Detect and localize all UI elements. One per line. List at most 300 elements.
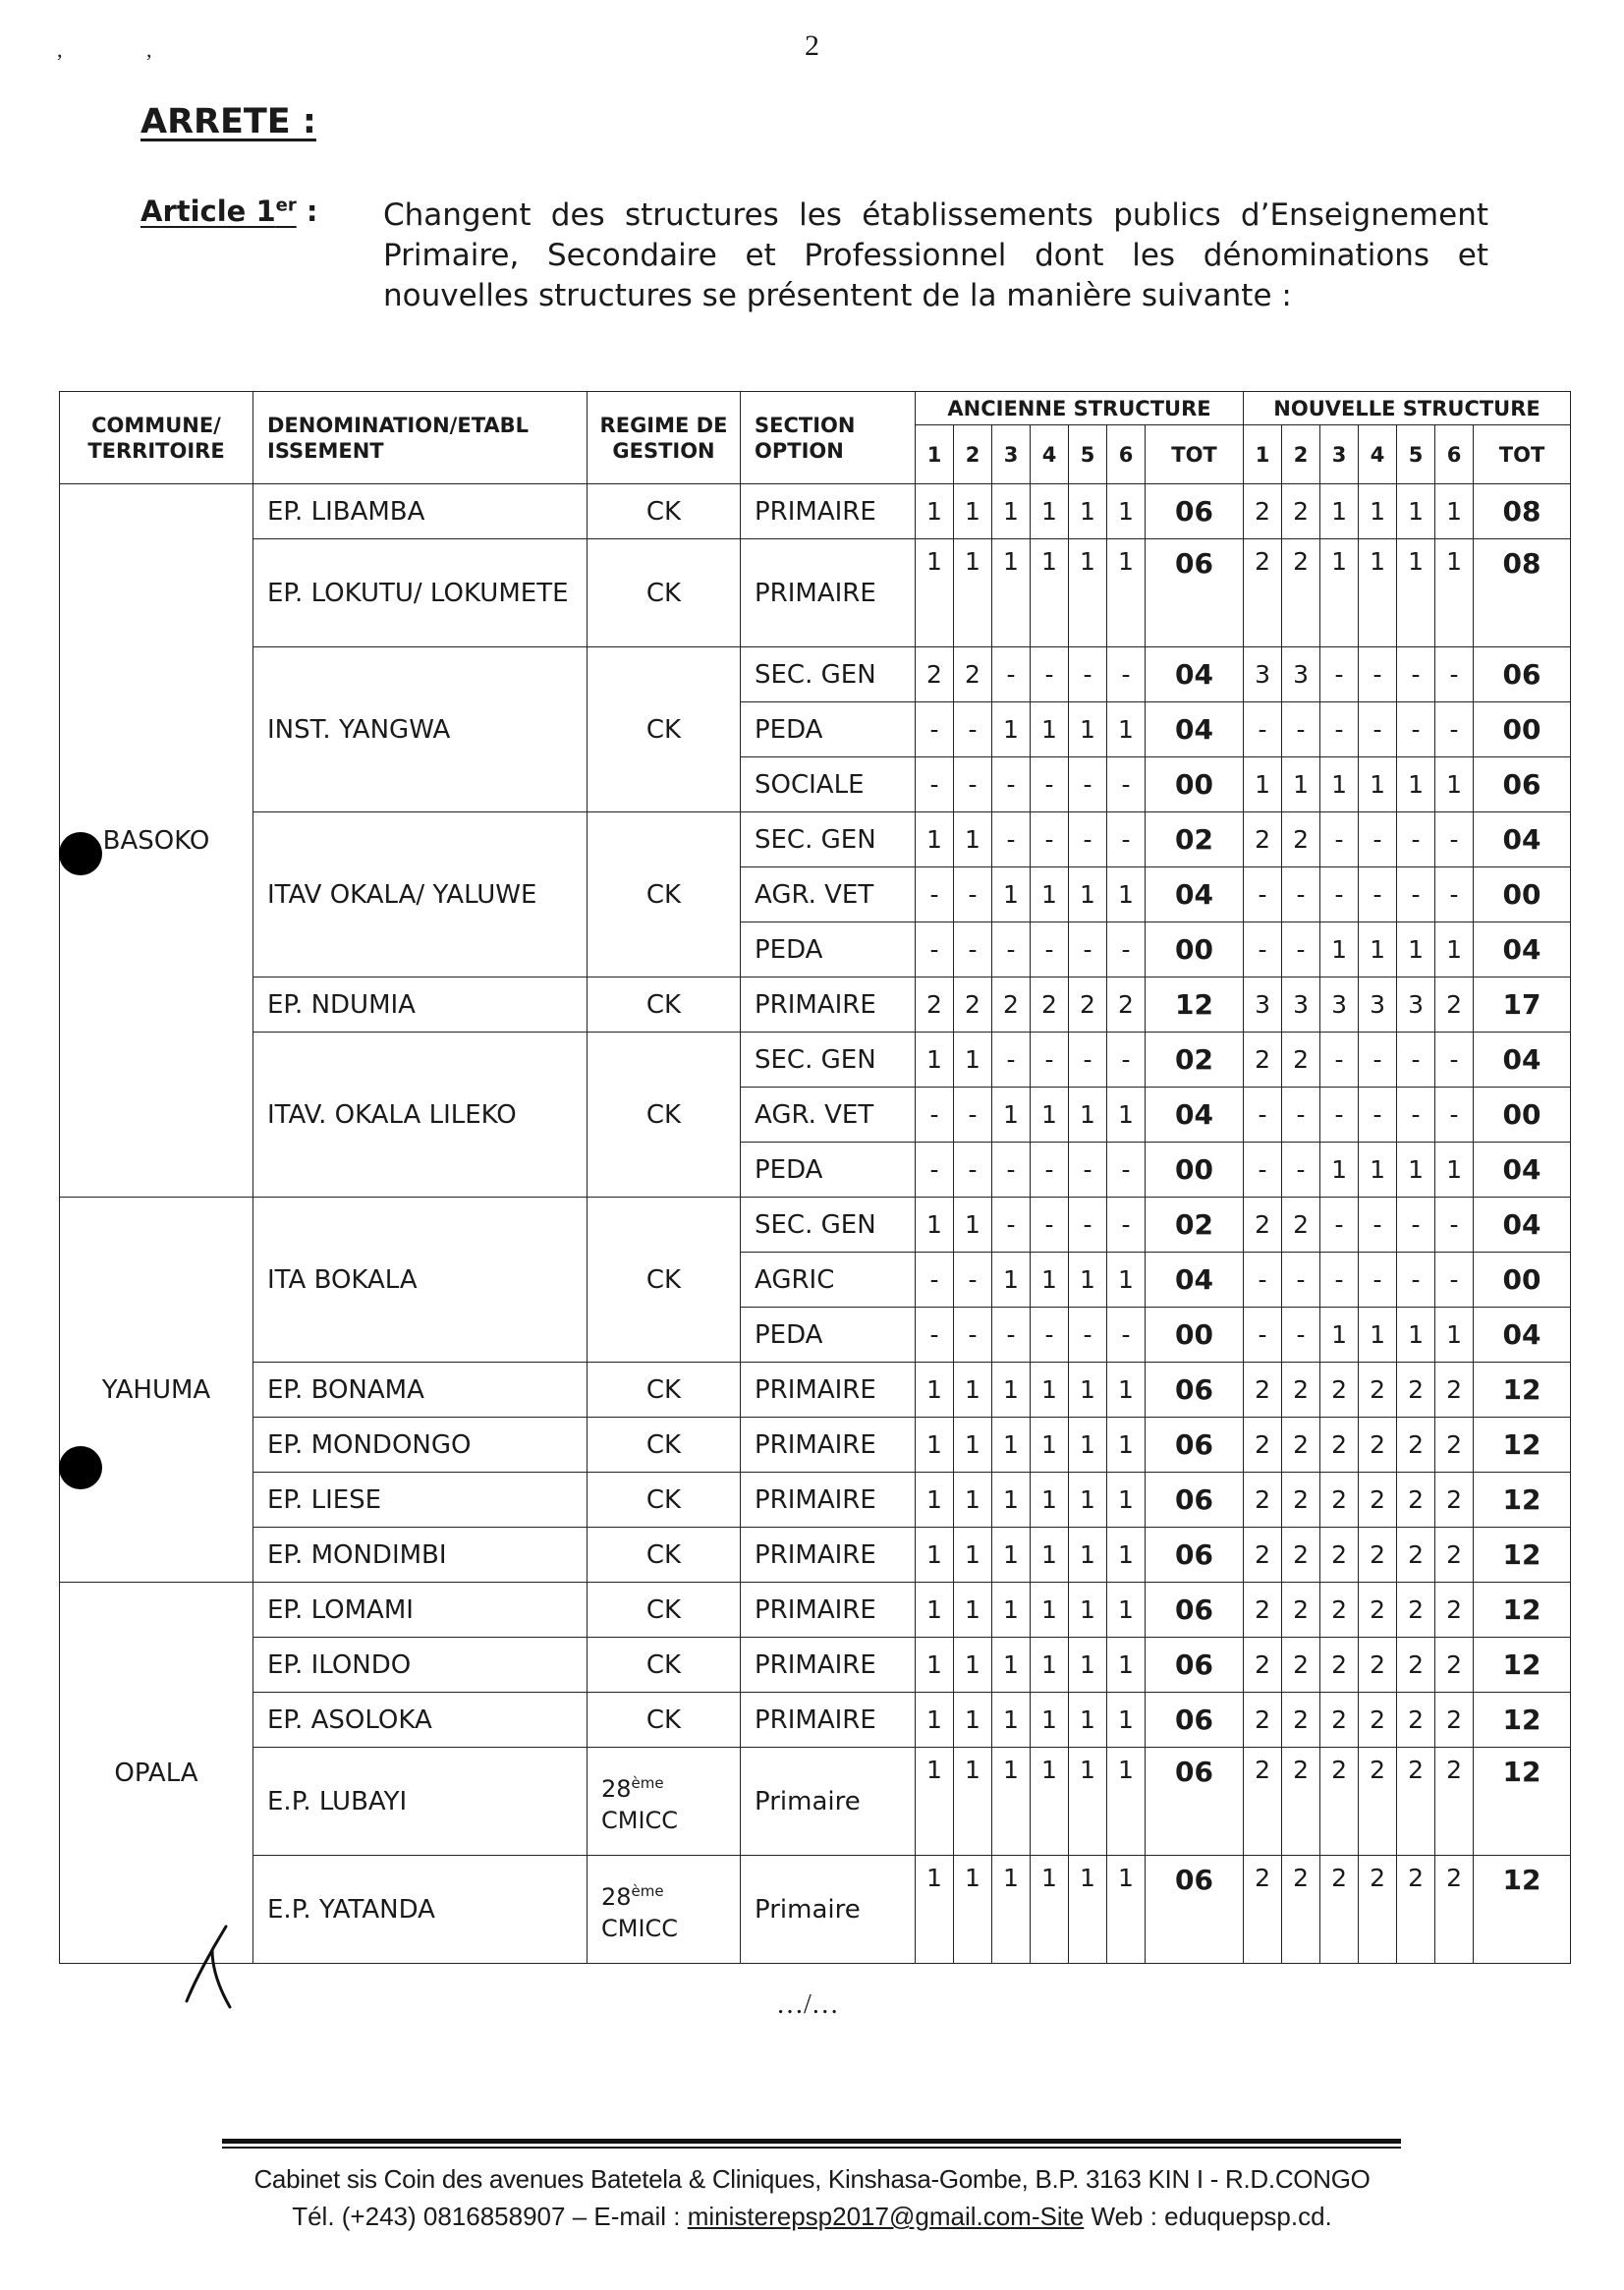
- new-level-cell: 2: [1244, 1638, 1282, 1693]
- old-level-cell: 1: [1069, 1856, 1107, 1964]
- new-level-cell: 2: [1244, 539, 1282, 647]
- new-level-cell: 2: [1359, 1473, 1397, 1528]
- new-level-cell: -: [1435, 1033, 1474, 1088]
- old-level-cell: 1: [992, 1856, 1031, 1964]
- old-level-cell: -: [992, 1198, 1031, 1253]
- old-total-cell: 06: [1146, 1363, 1244, 1418]
- new-level-cell: 2: [1397, 1748, 1435, 1856]
- regime-cell: CK: [588, 977, 741, 1033]
- section-option-cell: Primaire: [741, 1856, 916, 1964]
- header-col: 1: [1244, 425, 1282, 484]
- old-level-cell: 1: [954, 539, 992, 647]
- new-level-cell: 1: [1397, 1308, 1435, 1363]
- new-level-cell: 2: [1244, 1693, 1282, 1748]
- new-level-cell: 3: [1397, 977, 1435, 1033]
- new-level-cell: -: [1397, 647, 1435, 702]
- old-level-cell: -: [1031, 922, 1069, 977]
- old-level-cell: 1: [954, 1528, 992, 1583]
- new-level-cell: 1: [1320, 1143, 1359, 1198]
- new-level-cell: 1: [1435, 484, 1474, 539]
- establishment-name: ITAV. OKALA LILEKO: [253, 1033, 588, 1198]
- new-level-cell: -: [1282, 922, 1320, 977]
- new-level-cell: 2: [1359, 1528, 1397, 1583]
- old-level-cell: 1: [1107, 1253, 1146, 1308]
- regime-sup: ème: [631, 1881, 664, 1900]
- section-option-cell: SEC. GEN: [741, 647, 916, 702]
- new-level-cell: 2: [1435, 1748, 1474, 1856]
- old-level-cell: 2: [916, 977, 954, 1033]
- new-level-cell: 1: [1359, 922, 1397, 977]
- new-level-cell: 2: [1397, 1418, 1435, 1473]
- new-level-cell: 2: [1320, 1583, 1359, 1638]
- old-level-cell: 1: [916, 1418, 954, 1473]
- new-level-cell: -: [1397, 1033, 1435, 1088]
- table-header: [60, 392, 1571, 484]
- footer-email-link[interactable]: ministerepsp2017@gmail.com-Site: [687, 2202, 1085, 2231]
- new-level-cell: 2: [1397, 1638, 1435, 1693]
- regime-number: 28: [601, 1774, 632, 1803]
- section-option-cell: AGR. VET: [741, 867, 916, 922]
- section-option-cell: SOCIALE: [741, 757, 916, 812]
- table-row: [60, 1638, 1571, 1693]
- old-level-cell: 1: [1069, 1473, 1107, 1528]
- new-total-cell: 12: [1474, 1473, 1571, 1528]
- new-level-cell: 2: [1282, 1638, 1320, 1693]
- new-level-cell: -: [1359, 1198, 1397, 1253]
- old-level-cell: 1: [916, 484, 954, 539]
- new-level-cell: 3: [1244, 977, 1282, 1033]
- old-level-cell: 1: [1031, 1583, 1069, 1638]
- new-total-cell: 04: [1474, 1033, 1571, 1088]
- new-level-cell: 2: [1282, 1363, 1320, 1418]
- new-level-cell: 2: [1282, 1856, 1320, 1964]
- new-level-cell: 2: [1435, 1856, 1474, 1964]
- new-level-cell: 2: [1320, 1363, 1359, 1418]
- old-level-cell: 1: [992, 1638, 1031, 1693]
- new-level-cell: 2: [1320, 1638, 1359, 1693]
- new-level-cell: 2: [1282, 1528, 1320, 1583]
- new-level-cell: 2: [1282, 1583, 1320, 1638]
- table-body: [60, 484, 1571, 1964]
- old-level-cell: 1: [916, 812, 954, 867]
- old-level-cell: -: [992, 812, 1031, 867]
- regime-number: 28: [601, 1882, 632, 1911]
- new-level-cell: 1: [1397, 484, 1435, 539]
- new-level-cell: 2: [1320, 1748, 1359, 1856]
- old-level-cell: -: [916, 1308, 954, 1363]
- old-level-cell: 2: [954, 977, 992, 1033]
- old-level-cell: -: [1107, 1198, 1146, 1253]
- old-level-cell: 1: [916, 1583, 954, 1638]
- new-level-cell: 2: [1397, 1583, 1435, 1638]
- old-level-cell: 1: [916, 1033, 954, 1088]
- old-level-cell: 1: [954, 1198, 992, 1253]
- new-level-cell: 1: [1359, 539, 1397, 647]
- new-level-cell: 2: [1320, 1418, 1359, 1473]
- old-level-cell: 1: [1069, 1253, 1107, 1308]
- section-option-cell: AGR. VET: [741, 1088, 916, 1143]
- old-level-cell: -: [1107, 757, 1146, 812]
- new-total-cell: 06: [1474, 647, 1571, 702]
- old-total-cell: 04: [1146, 867, 1244, 922]
- section-option-cell: PEDA: [741, 702, 916, 757]
- old-level-cell: 1: [1031, 1418, 1069, 1473]
- establishment-name: E.P. YATANDA: [253, 1856, 588, 1964]
- new-level-cell: 1: [1397, 539, 1435, 647]
- new-level-cell: -: [1397, 1088, 1435, 1143]
- old-level-cell: 1: [1107, 702, 1146, 757]
- old-total-cell: 02: [1146, 1033, 1244, 1088]
- regime-cell: CK: [588, 1583, 741, 1638]
- footer-tel: Tél. (+243) 0816858907 – E-mail :: [292, 2202, 688, 2231]
- old-level-cell: 1: [1031, 1253, 1069, 1308]
- old-level-cell: 1: [992, 1693, 1031, 1748]
- new-level-cell: 2: [1244, 1418, 1282, 1473]
- section-option-cell: PRIMAIRE: [741, 977, 916, 1033]
- new-level-cell: 2: [1359, 1693, 1397, 1748]
- new-level-cell: 1: [1282, 757, 1320, 812]
- header-col: 3: [992, 425, 1031, 484]
- old-level-cell: -: [1031, 1308, 1069, 1363]
- header-col: 1: [916, 425, 954, 484]
- old-level-cell: 1: [1107, 1856, 1146, 1964]
- old-level-cell: 1: [1069, 1583, 1107, 1638]
- structures-table: [59, 391, 1571, 1964]
- new-level-cell: 2: [1282, 1693, 1320, 1748]
- new-level-cell: 3: [1282, 977, 1320, 1033]
- table-row: [60, 1748, 1571, 1856]
- old-level-cell: -: [1069, 1033, 1107, 1088]
- table-row: [60, 1363, 1571, 1418]
- section-option-cell: PRIMAIRE: [741, 1583, 916, 1638]
- old-level-cell: 1: [1107, 1583, 1146, 1638]
- new-level-cell: 2: [1244, 1583, 1282, 1638]
- table-row: [60, 977, 1571, 1033]
- old-level-cell: 1: [992, 484, 1031, 539]
- new-total-cell: 00: [1474, 702, 1571, 757]
- new-total-cell: 04: [1474, 922, 1571, 977]
- regime-cell: CK: [588, 812, 741, 977]
- table-row: [60, 1583, 1571, 1638]
- regime-cell: [588, 1856, 741, 1964]
- new-level-cell: 2: [1282, 1748, 1320, 1856]
- new-level-cell: 2: [1244, 1198, 1282, 1253]
- new-total-cell: 08: [1474, 484, 1571, 539]
- old-level-cell: 1: [1107, 539, 1146, 647]
- commune-cell: BASOKO: [60, 484, 253, 1198]
- old-level-cell: 1: [1069, 1088, 1107, 1143]
- old-level-cell: 1: [1069, 867, 1107, 922]
- old-level-cell: -: [916, 1253, 954, 1308]
- old-level-cell: -: [1031, 757, 1069, 812]
- new-total-cell: 12: [1474, 1528, 1571, 1583]
- old-level-cell: 1: [954, 1693, 992, 1748]
- old-level-cell: -: [992, 647, 1031, 702]
- header-col: 5: [1069, 425, 1107, 484]
- old-level-cell: -: [1069, 647, 1107, 702]
- section-option-cell: PEDA: [741, 1308, 916, 1363]
- new-level-cell: 2: [1397, 1473, 1435, 1528]
- regime-cell: CK: [588, 1528, 741, 1583]
- old-level-cell: -: [1031, 1198, 1069, 1253]
- section-option-cell: PRIMAIRE: [741, 1528, 916, 1583]
- establishment-name: EP. NDUMIA: [253, 977, 588, 1033]
- old-level-cell: 1: [1031, 1363, 1069, 1418]
- old-level-cell: 1: [1107, 1473, 1146, 1528]
- new-level-cell: -: [1397, 812, 1435, 867]
- new-level-cell: 2: [1244, 812, 1282, 867]
- old-level-cell: 1: [992, 1253, 1031, 1308]
- old-level-cell: -: [1031, 647, 1069, 702]
- old-level-cell: -: [992, 757, 1031, 812]
- signature-mark: [183, 1923, 242, 2011]
- establishment-name: INST. YANGWA: [253, 647, 588, 812]
- new-level-cell: -: [1244, 1253, 1282, 1308]
- new-level-cell: 2: [1244, 1033, 1282, 1088]
- new-level-cell: 2: [1359, 1363, 1397, 1418]
- old-level-cell: -: [916, 922, 954, 977]
- old-level-cell: 1: [916, 1473, 954, 1528]
- new-level-cell: 2: [1244, 1473, 1282, 1528]
- old-level-cell: -: [1107, 1143, 1146, 1198]
- new-level-cell: 2: [1282, 1033, 1320, 1088]
- old-level-cell: 2: [1069, 977, 1107, 1033]
- old-level-cell: 2: [1031, 977, 1069, 1033]
- old-total-cell: 06: [1146, 539, 1244, 647]
- new-total-cell: 00: [1474, 1253, 1571, 1308]
- old-level-cell: -: [954, 702, 992, 757]
- old-level-cell: -: [1031, 1143, 1069, 1198]
- old-level-cell: 1: [1107, 484, 1146, 539]
- table-row: [60, 647, 1571, 702]
- old-total-cell: 06: [1146, 484, 1244, 539]
- new-level-cell: 1: [1359, 757, 1397, 812]
- new-level-cell: 2: [1282, 1198, 1320, 1253]
- section-option-cell: PEDA: [741, 1143, 916, 1198]
- new-level-cell: 2: [1359, 1856, 1397, 1964]
- table-row: [60, 1856, 1571, 1964]
- old-level-cell: 1: [1031, 1856, 1069, 1964]
- new-level-cell: 2: [1244, 1856, 1282, 1964]
- old-level-cell: -: [954, 922, 992, 977]
- section-option-cell: PRIMAIRE: [741, 1638, 916, 1693]
- old-level-cell: 1: [992, 1583, 1031, 1638]
- table-row: [60, 539, 1571, 647]
- new-level-cell: 2: [1282, 484, 1320, 539]
- old-level-cell: 1: [916, 1693, 954, 1748]
- old-level-cell: -: [1107, 1308, 1146, 1363]
- old-level-cell: -: [916, 867, 954, 922]
- section-option-cell: AGRIC: [741, 1253, 916, 1308]
- old-level-cell: 1: [916, 539, 954, 647]
- table-row: [60, 484, 1571, 539]
- decree-heading: ARRETE :: [140, 102, 316, 141]
- new-total-cell: 04: [1474, 1198, 1571, 1253]
- old-total-cell: 00: [1146, 922, 1244, 977]
- header-nouvelle-structure: NOUVELLE STRUCTURE: [1244, 392, 1571, 425]
- header-col: 4: [1359, 425, 1397, 484]
- footer-rule-thin: [222, 2147, 1401, 2149]
- regime-org: CMICC: [601, 1806, 679, 1834]
- new-level-cell: 1: [1397, 757, 1435, 812]
- new-level-cell: -: [1359, 867, 1397, 922]
- old-total-cell: 06: [1146, 1693, 1244, 1748]
- new-level-cell: -: [1359, 812, 1397, 867]
- new-total-cell: 17: [1474, 977, 1571, 1033]
- new-level-cell: 3: [1282, 647, 1320, 702]
- new-level-cell: -: [1435, 1088, 1474, 1143]
- new-level-cell: -: [1244, 867, 1282, 922]
- section-option-cell: SEC. GEN: [741, 1198, 916, 1253]
- new-level-cell: 3: [1320, 977, 1359, 1033]
- new-total-cell: 04: [1474, 812, 1571, 867]
- old-level-cell: 1: [992, 1748, 1031, 1856]
- table-row: [60, 1473, 1571, 1528]
- old-level-cell: 1: [992, 1473, 1031, 1528]
- old-total-cell: 06: [1146, 1748, 1244, 1856]
- new-level-cell: 2: [1435, 1418, 1474, 1473]
- new-level-cell: -: [1397, 1198, 1435, 1253]
- old-level-cell: 1: [1107, 1693, 1146, 1748]
- new-level-cell: 2: [1282, 812, 1320, 867]
- new-total-cell: 00: [1474, 1088, 1571, 1143]
- old-level-cell: 1: [1031, 539, 1069, 647]
- new-total-cell: 12: [1474, 1638, 1571, 1693]
- new-level-cell: -: [1359, 1088, 1397, 1143]
- old-level-cell: 1: [992, 702, 1031, 757]
- new-level-cell: 2: [1435, 1638, 1474, 1693]
- new-level-cell: 2: [1397, 1363, 1435, 1418]
- new-level-cell: 1: [1435, 922, 1474, 977]
- regime-cell: CK: [588, 1418, 741, 1473]
- new-level-cell: 2: [1244, 1748, 1282, 1856]
- table-row: [60, 1418, 1571, 1473]
- old-total-cell: 06: [1146, 1473, 1244, 1528]
- old-level-cell: 1: [954, 1856, 992, 1964]
- old-level-cell: 1: [1031, 702, 1069, 757]
- new-total-cell: 12: [1474, 1748, 1571, 1856]
- old-level-cell: -: [992, 1143, 1031, 1198]
- old-level-cell: 1: [954, 1473, 992, 1528]
- old-level-cell: -: [1069, 1198, 1107, 1253]
- old-level-cell: 1: [916, 1638, 954, 1693]
- old-level-cell: -: [1107, 1033, 1146, 1088]
- old-level-cell: -: [954, 1088, 992, 1143]
- header-col: 6: [1435, 425, 1474, 484]
- new-level-cell: -: [1320, 702, 1359, 757]
- old-total-cell: 06: [1146, 1856, 1244, 1964]
- new-level-cell: 2: [1359, 1583, 1397, 1638]
- header-denomination: DENOMINATION/ETABL ISSEMENT: [253, 392, 588, 484]
- old-total-cell: 04: [1146, 702, 1244, 757]
- header-ancienne-structure: ANCIENNE STRUCTURE: [916, 392, 1244, 425]
- old-level-cell: 1: [1031, 867, 1069, 922]
- old-level-cell: 1: [992, 867, 1031, 922]
- old-level-cell: 1: [992, 539, 1031, 647]
- new-level-cell: -: [1359, 702, 1397, 757]
- header-col: 2: [954, 425, 992, 484]
- new-total-cell: 04: [1474, 1308, 1571, 1363]
- new-level-cell: 2: [1282, 539, 1320, 647]
- old-level-cell: 1: [992, 1528, 1031, 1583]
- article-label-suffix: :: [296, 195, 318, 228]
- table-row: [60, 1033, 1571, 1088]
- old-level-cell: 1: [954, 812, 992, 867]
- new-level-cell: -: [1244, 702, 1282, 757]
- new-total-cell: 04: [1474, 1143, 1571, 1198]
- establishment-name: ITA BOKALA: [253, 1198, 588, 1363]
- new-level-cell: 2: [1320, 1856, 1359, 1964]
- old-total-cell: 04: [1146, 1088, 1244, 1143]
- new-level-cell: 1: [1320, 1308, 1359, 1363]
- regime-cell: [588, 1748, 741, 1856]
- establishment-name: EP. ILONDO: [253, 1638, 588, 1693]
- new-level-cell: 3: [1359, 977, 1397, 1033]
- new-level-cell: -: [1359, 647, 1397, 702]
- new-total-cell: 00: [1474, 867, 1571, 922]
- new-level-cell: -: [1435, 867, 1474, 922]
- header-col: 6: [1107, 425, 1146, 484]
- new-level-cell: 2: [1320, 1528, 1359, 1583]
- old-level-cell: 1: [1107, 1418, 1146, 1473]
- establishment-name: EP. LOKUTU/ LOKUMETE: [253, 539, 588, 647]
- regime-org: CMICC: [601, 1914, 679, 1942]
- footer-web: Web : eduquepsp.cd.: [1084, 2202, 1332, 2231]
- establishment-name: EP. LIESE: [253, 1473, 588, 1528]
- header-col: TOT: [1474, 425, 1571, 484]
- old-level-cell: 1: [1107, 1363, 1146, 1418]
- new-total-cell: 12: [1474, 1583, 1571, 1638]
- article-label-text: Article 1: [140, 195, 276, 228]
- page-number: 2: [805, 29, 819, 62]
- regime-cell: CK: [588, 1473, 741, 1528]
- old-level-cell: -: [916, 757, 954, 812]
- old-level-cell: -: [992, 1033, 1031, 1088]
- new-total-cell: 12: [1474, 1418, 1571, 1473]
- regime-cell: CK: [588, 1198, 741, 1363]
- footer-rule: [222, 2139, 1401, 2144]
- old-level-cell: 1: [1069, 1693, 1107, 1748]
- new-level-cell: 2: [1435, 1473, 1474, 1528]
- old-total-cell: 12: [1146, 977, 1244, 1033]
- new-level-cell: 1: [1397, 922, 1435, 977]
- article-label: [140, 195, 317, 228]
- punch-hole: [59, 1446, 102, 1489]
- table-row: [60, 1693, 1571, 1748]
- new-level-cell: -: [1320, 867, 1359, 922]
- old-level-cell: -: [1107, 922, 1146, 977]
- old-level-cell: -: [954, 1143, 992, 1198]
- old-level-cell: 1: [1031, 1693, 1069, 1748]
- new-level-cell: -: [1320, 812, 1359, 867]
- header-col: TOT: [1146, 425, 1244, 484]
- new-level-cell: -: [1320, 1033, 1359, 1088]
- new-level-cell: 1: [1320, 539, 1359, 647]
- old-level-cell: 1: [954, 484, 992, 539]
- commune-cell: YAHUMA: [60, 1198, 253, 1583]
- commune-cell: OPALA: [60, 1583, 253, 1964]
- new-level-cell: 1: [1320, 484, 1359, 539]
- new-level-cell: 2: [1282, 1473, 1320, 1528]
- old-total-cell: 06: [1146, 1583, 1244, 1638]
- new-level-cell: 1: [1320, 922, 1359, 977]
- table-row: [60, 1198, 1571, 1253]
- new-level-cell: 2: [1397, 1856, 1435, 1964]
- section-option-cell: PRIMAIRE: [741, 1693, 916, 1748]
- regime-sup: ème: [631, 1773, 664, 1792]
- old-total-cell: 06: [1146, 1418, 1244, 1473]
- old-level-cell: -: [1069, 922, 1107, 977]
